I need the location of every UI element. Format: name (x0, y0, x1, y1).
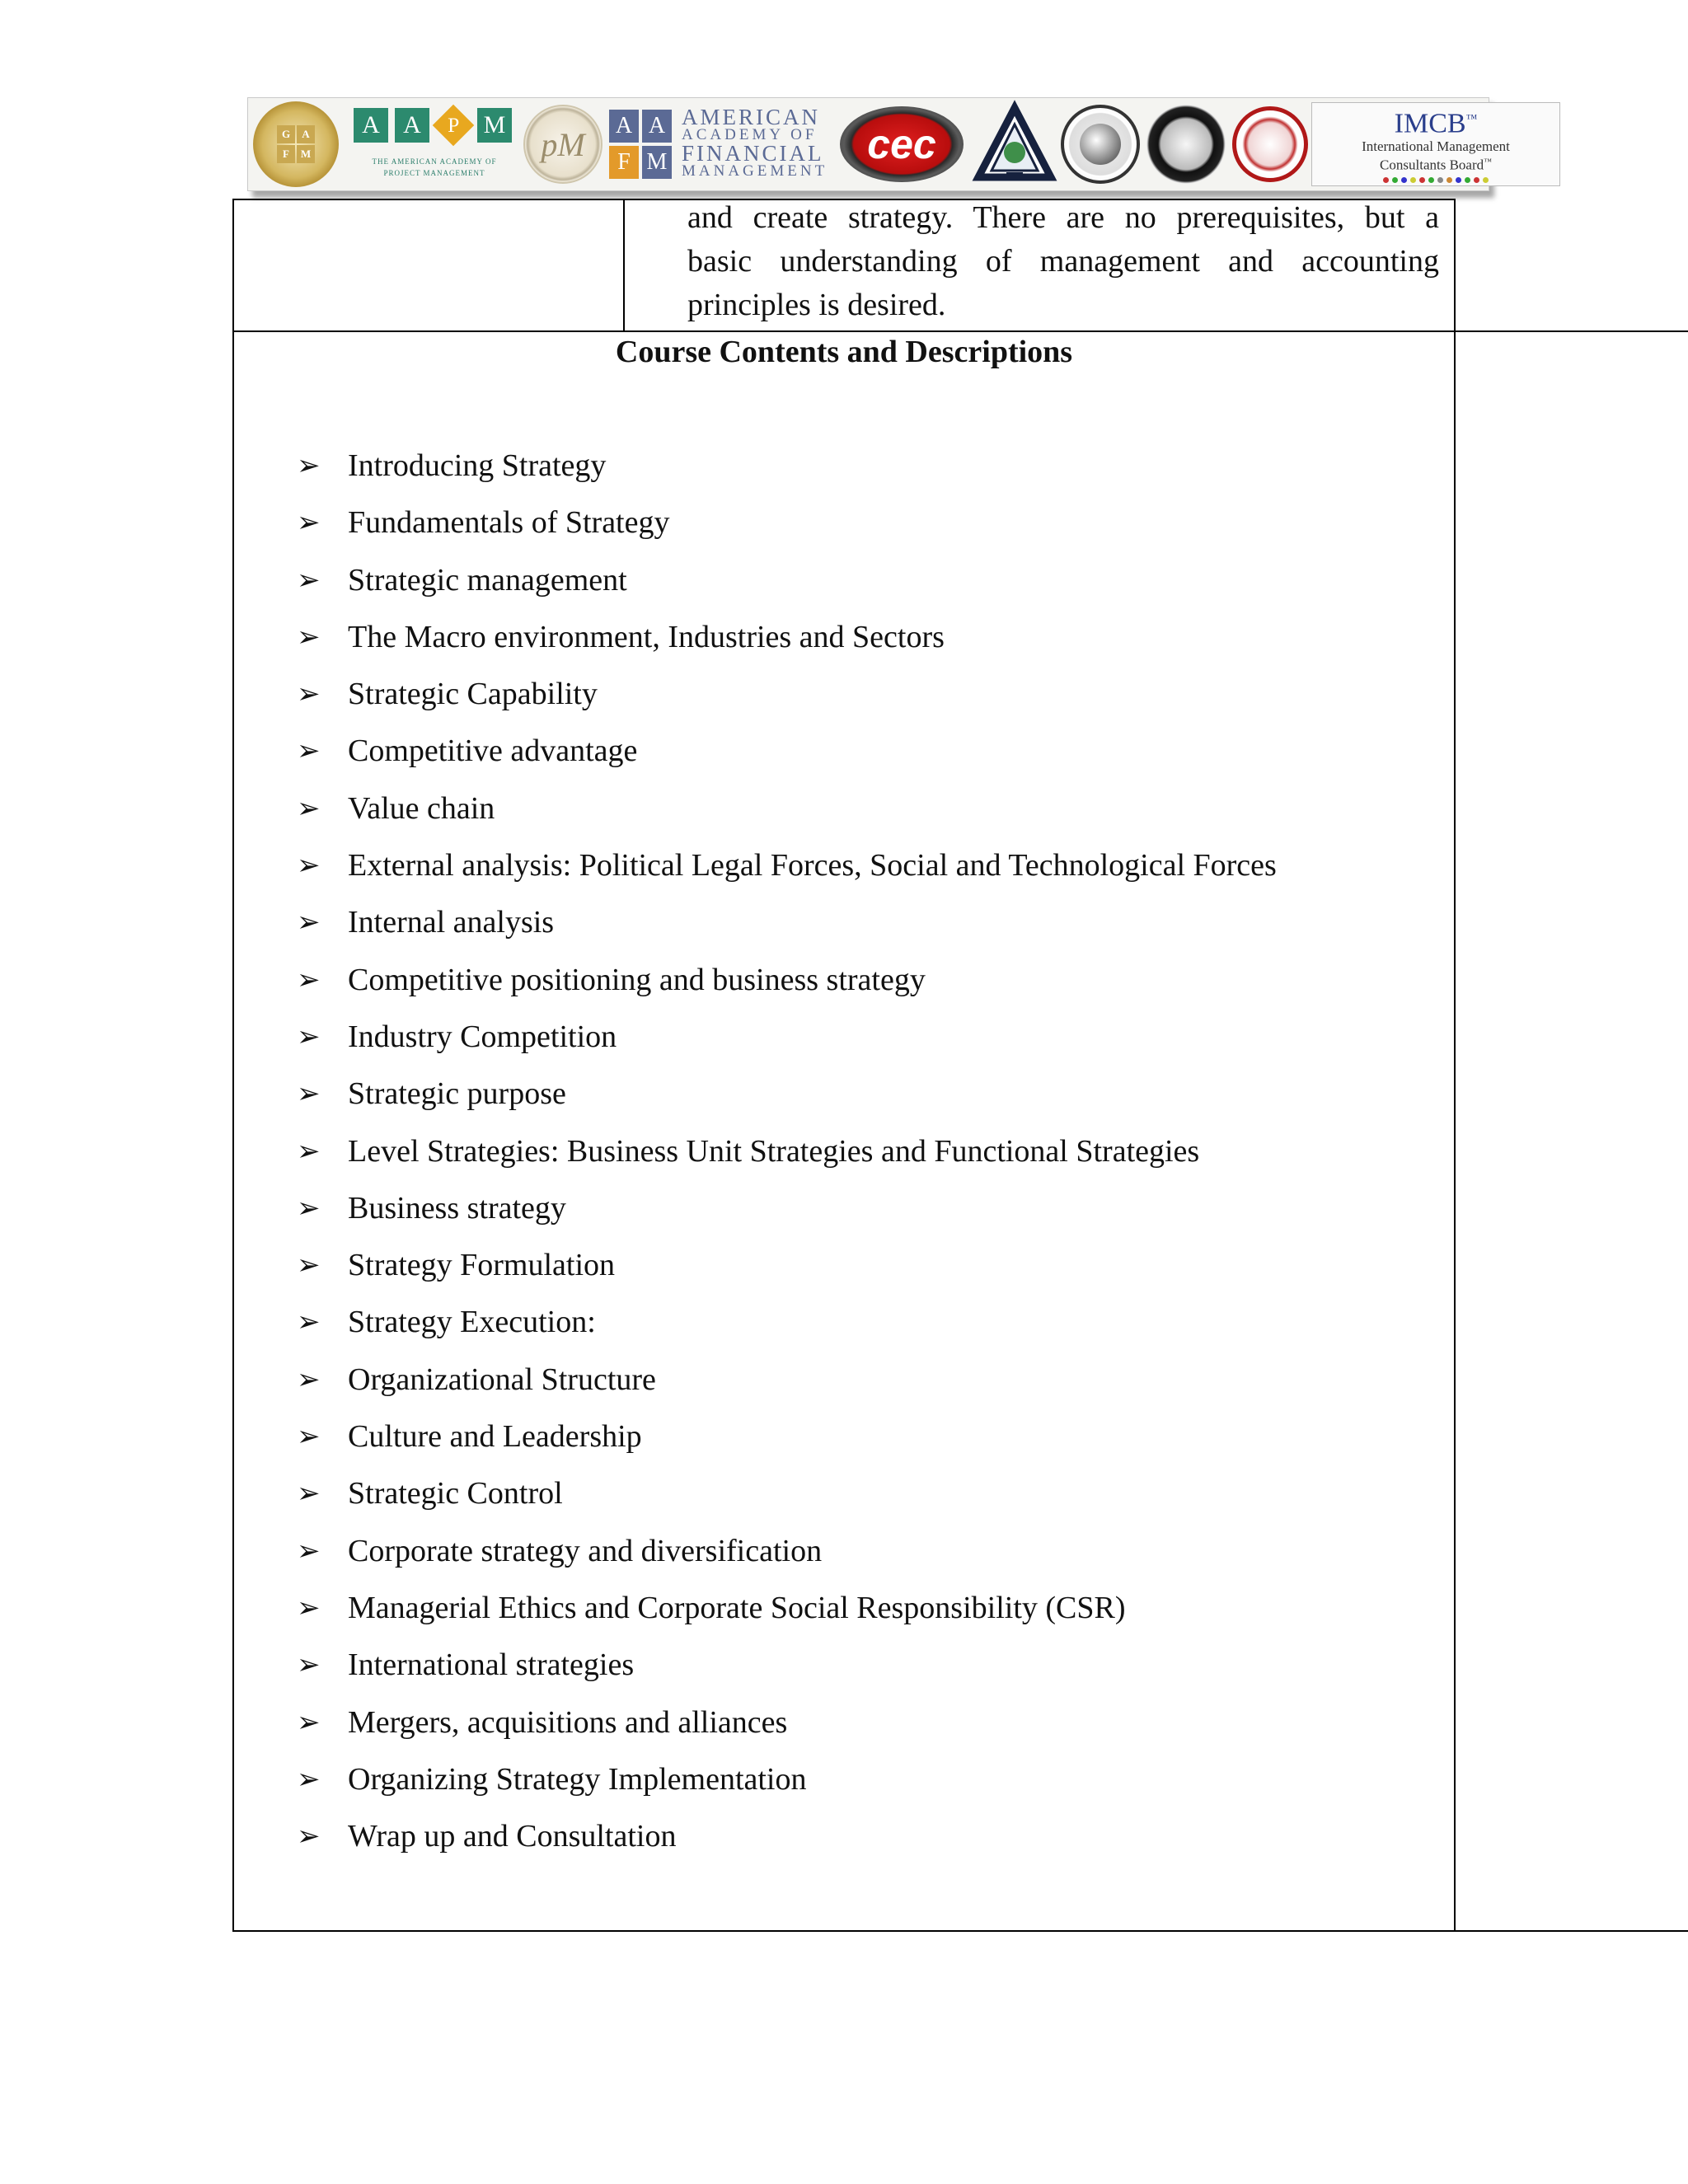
eagle-seal-logo (1146, 105, 1226, 184)
arrow-bullet-icon: ➢ (297, 1762, 321, 1796)
table-right-border (1454, 199, 1456, 1932)
aapm-logo (354, 105, 515, 184)
list-item (297, 900, 1277, 957)
prerequisites-paragraph (687, 196, 1439, 327)
aapm-letter: P (447, 113, 460, 137)
list-item-text: Wrap up and Consultation (348, 1819, 677, 1854)
arrow-bullet-icon: ➢ (297, 563, 321, 597)
list-item (297, 786, 1277, 843)
arrow-bullet-icon: ➢ (297, 1534, 321, 1568)
list-item-text: Corporate strategy and diversification (348, 1533, 823, 1568)
list-item (297, 1700, 1277, 1757)
gafm-seal-logo (253, 101, 339, 187)
imcb-flag-strip (1312, 176, 1559, 185)
arrow-bullet-icon: ➢ (297, 1077, 321, 1111)
cec-text: cec (867, 121, 936, 167)
accreditation-logo-banner (247, 97, 1510, 191)
gafm-letter: G (277, 125, 295, 143)
aafm-logo (609, 105, 832, 184)
gafm-letter: A (297, 125, 315, 143)
arrow-bullet-icon: ➢ (297, 1191, 321, 1225)
list-item-text: Industry Competition (348, 1019, 617, 1054)
aafm-letter: A (609, 110, 639, 143)
arrow-bullet-icon: ➢ (297, 1820, 321, 1854)
imcb-logo (1311, 102, 1560, 186)
aafm-word: MANAGEMENT (682, 162, 828, 180)
arrow-bullet-icon: ➢ (297, 849, 321, 883)
arrow-bullet-icon: ➢ (297, 1362, 321, 1396)
aapm-subtitle: PROJECT MANAGEMENT (383, 169, 485, 177)
list-item-text: Fundamentals of Strategy (348, 505, 670, 541)
arrow-bullet-icon: ➢ (297, 677, 321, 711)
list-item (297, 1757, 1277, 1814)
list-item-text: Strategy Execution: (348, 1305, 596, 1340)
arrow-bullet-icon: ➢ (297, 963, 321, 996)
arrow-bullet-icon: ➢ (297, 620, 321, 654)
arrow-bullet-icon: ➢ (297, 1477, 321, 1511)
aafm-word: ACADEMY OF (682, 126, 818, 143)
imcb-line2-text: Consultants Board (1380, 157, 1484, 173)
list-item-text: Culture and Leadership (348, 1419, 642, 1455)
arrow-bullet-icon: ➢ (297, 1420, 321, 1454)
list-item-text: International strategies (348, 1647, 635, 1683)
list-item-text: Competitive advantage (348, 733, 638, 769)
list-item-text: Introducing Strategy (348, 448, 607, 483)
list-item (297, 1300, 1277, 1357)
aafm-letter: A (642, 110, 672, 143)
imcb-line1: International Management (1362, 138, 1510, 155)
aafm-wordmark (682, 105, 828, 180)
arrow-bullet-icon: ➢ (297, 506, 321, 540)
list-item-text: Managerial Ethics and Corporate Social Responsibility (CSR) (348, 1590, 1126, 1625)
arrow-bullet-icon: ➢ (297, 906, 321, 940)
aapm-diamond-letter (433, 105, 474, 146)
arrow-bullet-icon: ➢ (297, 1305, 321, 1339)
arrow-bullet-icon: ➢ (297, 1249, 321, 1282)
red-crest-seal-logo (1232, 106, 1308, 182)
list-item-text: Internal analysis (348, 905, 555, 940)
arrow-bullet-icon: ➢ (297, 1134, 321, 1168)
list-item-text: Strategic Capability (348, 677, 598, 712)
imcb-title-text: IMCB (1394, 108, 1466, 139)
paragraph-line: and create strategy. There are no prerequisites, but a (687, 200, 1439, 235)
arrow-bullet-icon: ➢ (297, 734, 321, 768)
list-item (297, 443, 1277, 500)
list-item (297, 729, 1277, 785)
list-item-text: Competitive positioning and business strategy (348, 962, 926, 997)
triangle-logo-icon (975, 105, 1054, 184)
arrow-bullet-icon: ➢ (297, 1019, 321, 1053)
list-item-text: Strategic management (348, 562, 627, 598)
list-item (297, 672, 1277, 729)
imcb-trademark: ™ (1484, 157, 1492, 167)
imcb-trademark: ™ (1465, 113, 1478, 125)
aafm-word: AMERICAN (682, 105, 821, 129)
arrow-bullet-icon: ➢ (297, 1648, 321, 1682)
list-item-text: The Macro environment, Industries and Sectors (348, 619, 945, 654)
section-heading: Course Contents and Descriptions (615, 335, 1073, 369)
aapm-subtitle: THE AMERICAN ACADEMY OF (372, 157, 497, 166)
list-item (297, 1186, 1277, 1243)
list-item (297, 1015, 1277, 1071)
list-item (297, 615, 1277, 672)
list-item (297, 500, 1277, 557)
aapm-letter: M (477, 108, 512, 143)
list-item (297, 1071, 1277, 1128)
list-item (297, 1357, 1277, 1414)
aafm-letter: F (609, 146, 639, 179)
list-item (297, 1529, 1277, 1586)
cec-logo (840, 106, 964, 182)
list-item (297, 958, 1277, 1015)
gafm-letter: F (277, 145, 295, 163)
list-item-text: Organizing Strategy Implementation (348, 1761, 807, 1797)
arrow-bullet-icon: ➢ (297, 1591, 321, 1624)
paragraph-line: basic understanding of management and accounting (687, 244, 1439, 279)
list-item (297, 1243, 1277, 1300)
aafm-word: FINANCIAL (682, 141, 824, 166)
list-item (297, 843, 1277, 900)
list-item (297, 558, 1277, 615)
international-board-seal-logo (1061, 105, 1140, 184)
course-contents-list (297, 443, 1277, 1871)
list-item-text: Mergers, acquisitions and alliances (348, 1704, 788, 1740)
list-item (297, 1129, 1277, 1186)
list-item-text: Business strategy (348, 1190, 566, 1226)
list-item (297, 1814, 1277, 1871)
aafm-letter: M (642, 146, 672, 179)
list-item-text: Level Strategies: Business Unit Strategies and Functional Strategies (348, 1133, 1200, 1169)
globe-icon (1080, 124, 1121, 165)
list-item-text: Organizational Structure (348, 1361, 656, 1397)
list-item (297, 1471, 1277, 1528)
pm-monogram: pM (541, 125, 585, 163)
list-item-text: External analysis: Political Legal Forces, Social and Technological Forces (348, 848, 1277, 883)
arrow-bullet-icon: ➢ (297, 449, 321, 482)
gafm-letter: M (297, 145, 315, 163)
arrow-bullet-icon: ➢ (297, 1705, 321, 1739)
list-item (297, 1643, 1277, 1699)
pm-seal-logo (523, 105, 603, 184)
list-item-text: Strategic Control (348, 1476, 563, 1511)
list-item (297, 1414, 1277, 1471)
aapm-letter: A (354, 108, 388, 143)
paragraph-line: principles is desired. (687, 288, 946, 322)
table-bottom-border (232, 1930, 1688, 1932)
aapm-letter: A (395, 108, 429, 143)
list-item-text: Strategy Formulation (348, 1248, 616, 1283)
list-item-text: Value chain (348, 790, 495, 826)
table-left-border (232, 199, 234, 1932)
list-item-text: Strategic purpose (348, 1076, 566, 1112)
arrow-bullet-icon: ➢ (297, 791, 321, 825)
imcb-title (1312, 105, 1559, 138)
list-item (297, 1586, 1277, 1643)
table-column-divider (623, 199, 625, 332)
imcb-line2 (1312, 154, 1559, 173)
